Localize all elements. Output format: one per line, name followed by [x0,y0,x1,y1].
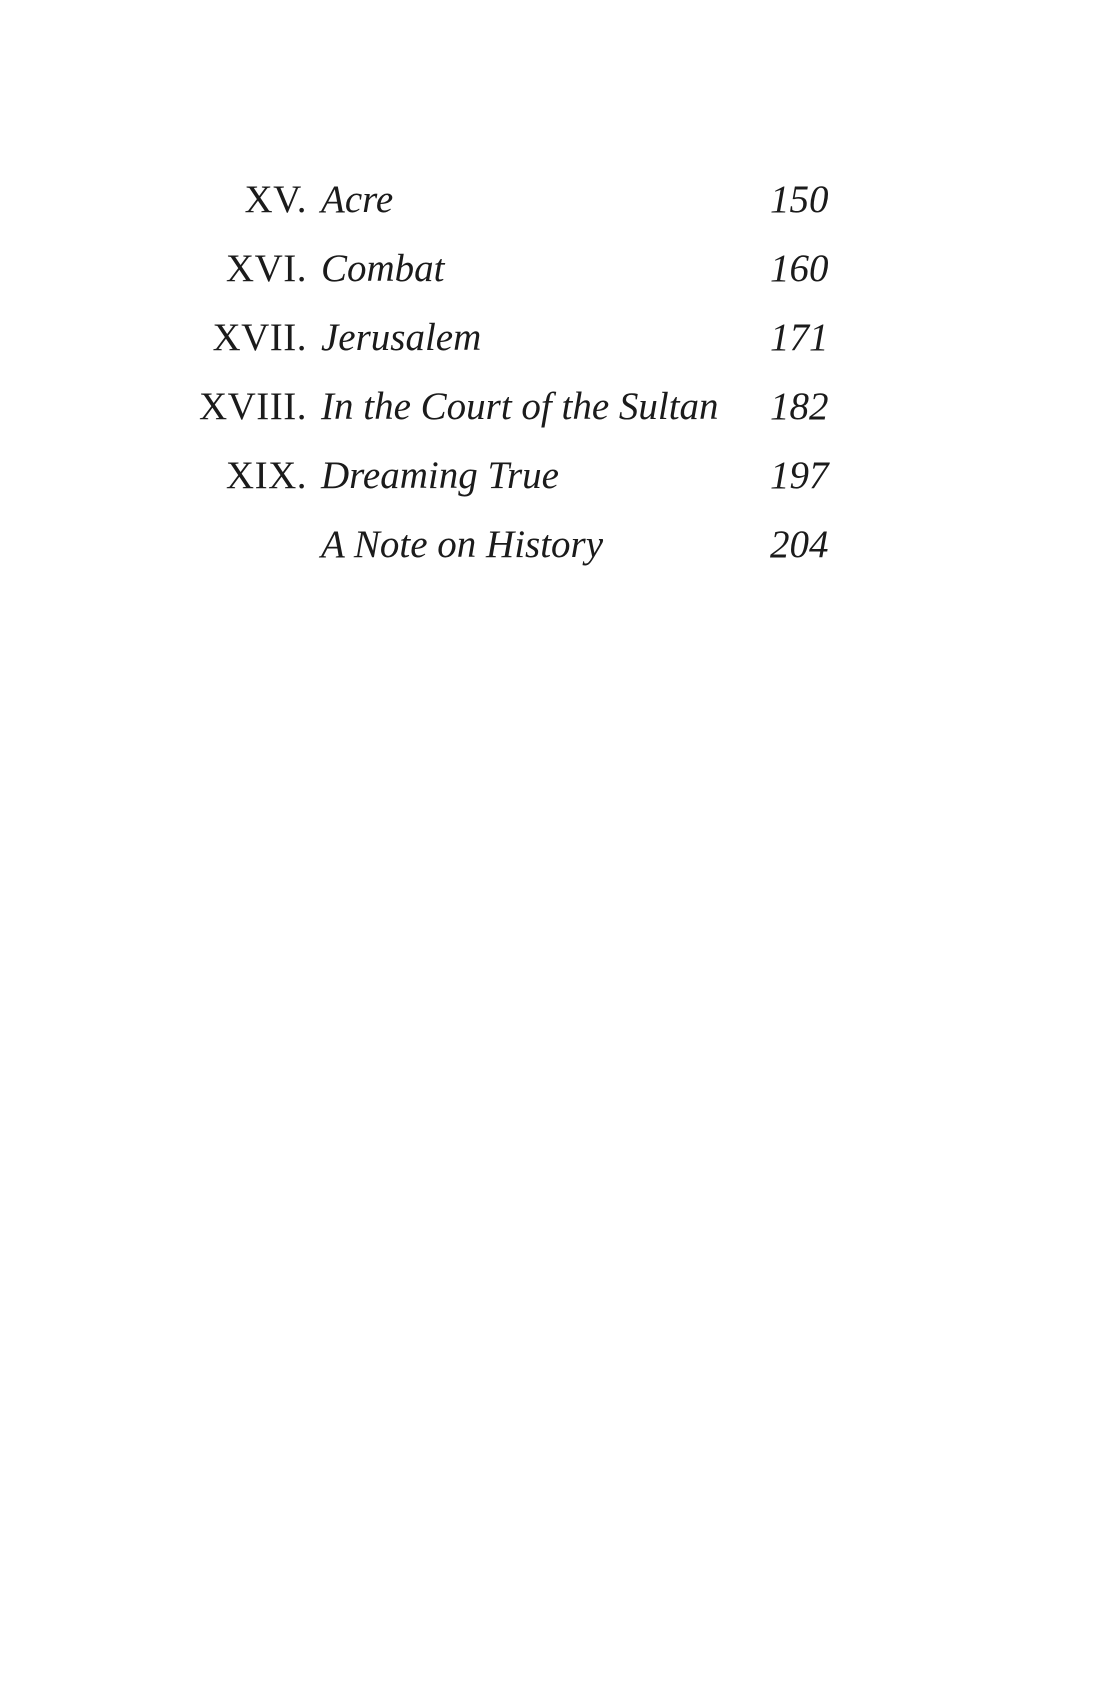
toc-entry [0,372,1100,441]
chapter-title: Acre [321,178,394,221]
chapter-title: Dreaming True [321,454,559,497]
chapter-page-number: 150 [770,178,829,221]
chapter-page-number: 204 [770,523,829,566]
toc-entry [0,234,1100,303]
chapter-numeral: XVIII. [198,385,307,428]
toc-entry [0,165,1100,234]
chapter-page-number: 171 [770,316,829,359]
chapter-numeral: XVII. [212,316,307,359]
chapter-title: Jerusalem [321,316,482,359]
chapter-page-number: 197 [770,454,829,497]
toc-entry [0,510,1100,579]
chapter-title: In the Court of the Sultan [321,385,719,428]
chapter-page-number: 182 [770,385,829,428]
chapter-numeral: XV. [244,178,307,221]
chapter-title: A Note on History [321,523,604,566]
toc-entry [0,441,1100,510]
toc-entry [0,303,1100,372]
table-of-contents [0,165,1100,579]
chapter-numeral: XVI. [225,247,307,290]
chapter-numeral: XIX. [225,454,307,497]
chapter-page-number: 160 [770,247,829,290]
chapter-title: Combat [321,247,445,290]
